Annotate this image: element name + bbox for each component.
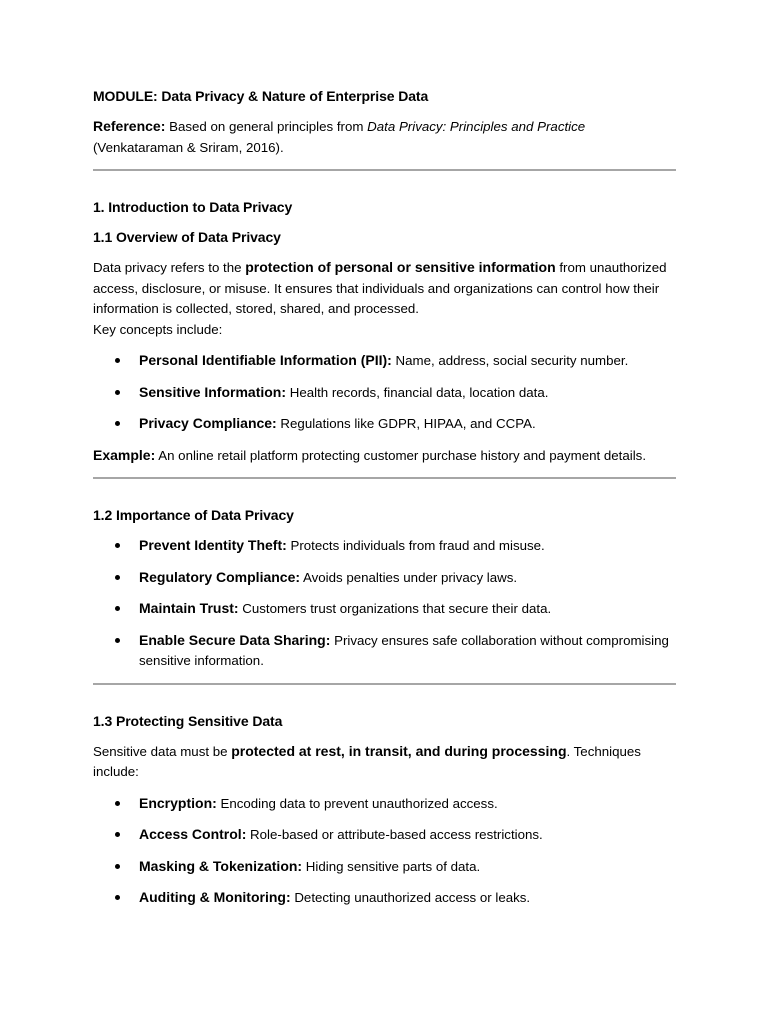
list-item-text: Privacy ensures safe collaboration without compromising sensitive information.	[139, 632, 669, 668]
reference-text-before: Based on general principles from	[165, 119, 368, 134]
reference-label: Reference:	[93, 118, 166, 134]
list-item-text: Customers trust organizations that secure their data.	[238, 601, 552, 616]
list-item-label: Sensitive Information:	[139, 383, 287, 400]
divider	[93, 477, 676, 479]
bullet-icon	[115, 638, 120, 643]
protecting-text-before: Sensitive data must be	[93, 743, 232, 759]
list-item	[93, 598, 676, 620]
list-item-text: Role-based or attribute-based access restrictions.	[246, 827, 543, 842]
list-item-label: Maintain Trust:	[139, 600, 239, 616]
list-item	[93, 350, 676, 372]
bullet-icon	[115, 358, 120, 363]
list-item-text: Detecting unauthorized access or leaks.	[290, 890, 531, 905]
list-item-text: Protects individuals from fraud and misuse.	[286, 538, 545, 553]
protecting-text-after: . Techniques include:	[93, 743, 641, 779]
list-item-label: Personal Identifiable Information (PII):	[139, 352, 392, 368]
bullet-icon	[115, 421, 120, 426]
techniques-list	[93, 793, 676, 909]
reference-text-after: (Venkataraman & Sriram, 2016).	[93, 139, 284, 155]
list-item	[93, 824, 676, 846]
list-item	[93, 413, 676, 435]
list-item	[93, 382, 676, 404]
reference-book-title: Data Privacy: Principles and Practice	[367, 119, 586, 134]
list-item-label: Regulatory Compliance:	[139, 568, 301, 585]
list-item-label: Encryption:	[139, 794, 217, 811]
list-item	[93, 856, 676, 878]
document-page	[93, 86, 676, 909]
overview-bold-text: protection of personal or sensitive information	[245, 259, 556, 275]
example-text: An online retail platform protecting customer purchase history and payment details.	[155, 447, 647, 463]
divider	[93, 169, 676, 171]
bullet-icon	[115, 801, 120, 806]
overview-paragraph	[93, 257, 676, 340]
list-item-text: Avoids penalties under privacy laws.	[300, 569, 518, 585]
list-item-label: Privacy Compliance:	[139, 415, 277, 431]
list-item-label: Auditing & Monitoring:	[139, 889, 291, 905]
overview-text-before: Data privacy refers to the	[93, 260, 246, 275]
overview-text-after: from unauthorized access, disclosure, or misuse. It ensures that individuals and organizations can control how their information is collected, stored, shared, and processed.	[93, 260, 667, 316]
list-item-text: Health records, financial data, location data.	[286, 384, 549, 400]
section-1-heading: 1. Introduction to Data Privacy	[93, 199, 293, 215]
list-item-label: Prevent Identity Theft:	[139, 537, 287, 553]
bullet-icon	[115, 832, 120, 837]
section-1-3-heading: 1.3 Protecting Sensitive Data	[93, 712, 283, 729]
list-item	[93, 887, 676, 909]
list-item-text: Regulations like GDPR, HIPAA, and CCPA.	[276, 416, 536, 431]
list-item	[93, 567, 676, 589]
section-1-1-heading: 1.1 Overview of Data Privacy	[93, 229, 281, 245]
key-concepts-intro: Key concepts include:	[93, 321, 223, 337]
reference-paragraph	[93, 116, 676, 158]
list-item-text: Name, address, social security number.	[391, 353, 629, 368]
list-item	[93, 535, 676, 557]
list-item	[93, 793, 676, 815]
module-title: MODULE: Data Privacy & Nature of Enterprise Data	[93, 88, 429, 104]
importance-list	[93, 535, 676, 672]
list-item-label: Enable Secure Data Sharing:	[139, 631, 331, 648]
key-concepts-list	[93, 350, 676, 435]
section-1-2-heading: 1.2 Importance of Data Privacy	[93, 507, 294, 523]
list-item-label: Masking & Tokenization:	[139, 857, 303, 874]
example-label: Example:	[93, 446, 156, 463]
bullet-icon	[115, 575, 120, 580]
bullet-icon	[115, 390, 120, 395]
bullet-icon	[115, 864, 120, 869]
protecting-bold-text: protected at rest, in transit, and during processing	[231, 742, 567, 759]
example-paragraph	[93, 445, 676, 467]
list-item-label: Access Control:	[139, 826, 247, 842]
bullet-icon	[115, 606, 120, 611]
bullet-icon	[115, 543, 120, 548]
list-item	[93, 630, 676, 672]
bullet-icon	[115, 895, 120, 900]
divider	[93, 683, 676, 685]
protecting-paragraph	[93, 741, 676, 783]
list-item-text: Encoding data to prevent unauthorized access.	[216, 795, 498, 811]
list-item-text: Hiding sensitive parts of data.	[302, 858, 481, 874]
